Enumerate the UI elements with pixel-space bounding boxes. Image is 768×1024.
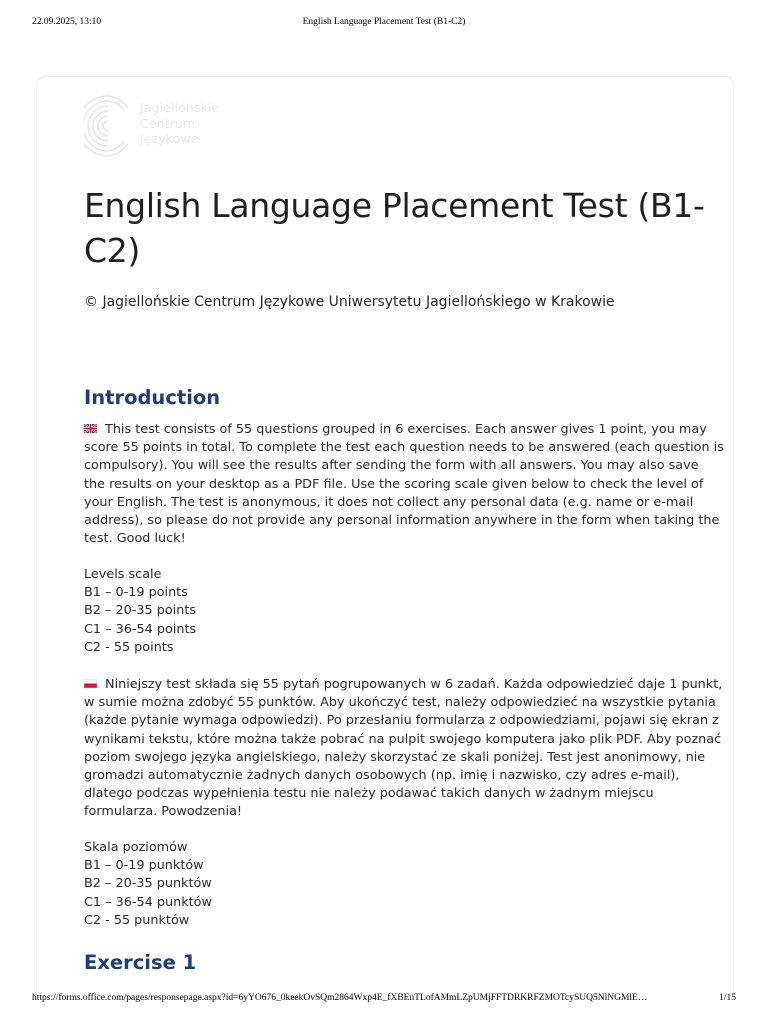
paragraph-line: score 55 points in total. To complete the test each question needs to be answered (each question is bbox=[84, 440, 724, 456]
scale-item: C1 – 36-54 points bbox=[84, 621, 197, 637]
paragraph-line: This test consists of 55 questions grouped in 6 exercises. Each answer gives 1 point, you may bbox=[84, 421, 724, 439]
paragraph-line: formularza. Powodzenia! bbox=[84, 804, 243, 820]
scale-item: C2 - 55 points bbox=[84, 639, 174, 655]
scale-item: B1 – 0-19 punktów bbox=[84, 858, 204, 874]
paragraph-line: address), so please do not provide any personal information anywhere in the form when taking the bbox=[84, 513, 720, 529]
polish-levels-scale bbox=[84, 839, 212, 930]
paragraph-line: poziom swojego języka angielskiego, należy skorzystać ze skali poniżej. Test jest anonimowy, nie bbox=[84, 749, 706, 765]
polish-paragraph bbox=[84, 676, 722, 822]
logo-line: Centrum bbox=[140, 115, 196, 131]
english-paragraph bbox=[84, 421, 724, 548]
paragraph-line: dlatego podczas wypełnienia testu nie należy podawać takich danych w żadnym miejscu bbox=[84, 786, 654, 802]
paragraph-line: test. Good luck! bbox=[84, 531, 186, 547]
print-page-number: 1/15 bbox=[719, 993, 736, 1003]
logo-line: Językowe bbox=[140, 131, 199, 146]
paragraph-line: (każde pytanie wymaga odpowiedzi). Po przesłaniu formularza z odpowiedziami, pojawi się ekran z bbox=[84, 713, 719, 729]
paragraph-line: wynikami tekstu, które można także pobrać na pulpit swojego komputera jako plik PDF. Aby poznać bbox=[84, 731, 722, 747]
print-header bbox=[32, 17, 736, 31]
scale-title: Levels scale bbox=[84, 567, 162, 582]
print-datetime: 22.09.2025, 13:10 bbox=[32, 17, 102, 27]
jcj-logo bbox=[84, 92, 244, 160]
introduction-heading: Introduction bbox=[84, 386, 221, 409]
paragraph-line: the results on your desktop as a PDF file. Use the scoring scale given below to check the level of bbox=[84, 476, 704, 492]
paragraph-line: your English. The test is anonymous, it does not collect any personal data (e.g. name or e-mail bbox=[84, 494, 694, 510]
scale-item: B2 – 20-35 punktów bbox=[84, 876, 212, 892]
scale-title: Skala poziomów bbox=[84, 840, 188, 855]
form-title-line: English Language Placement Test (B1- bbox=[84, 186, 705, 225]
paragraph-line: Niniejszy test składa się 55 pytań pogrupowanych w 6 zadań. Każda odpowiedzieć daje 1 punkt, bbox=[84, 676, 722, 694]
print-footer bbox=[32, 993, 736, 1007]
scale-item: C1 – 36-54 punktów bbox=[84, 894, 212, 910]
scale-item: B1 – 0-19 points bbox=[84, 585, 188, 601]
paragraph-line: compulsory). You will see the results after sending the form with all answers. You may also save bbox=[84, 458, 699, 474]
scale-item: B2 – 20-35 points bbox=[84, 603, 197, 619]
print-url: https://forms.office.com/pages/responsepage.aspx?id=6yYO676_0keekOvSQm2864Wxp4E_fXBEnTLofAMmLZpUMjFFTDRKRFZMOTcySUQ5NlNGMlE… bbox=[32, 993, 648, 1003]
jcj-logo-icon bbox=[84, 92, 132, 160]
poland-flag-icon bbox=[84, 679, 97, 688]
paragraph-line: w sumie można zdobyć 55 punktów. Aby ukończyć test, należy odpowiedzieć na wszystkie pytania bbox=[84, 695, 716, 711]
scale-item: C2 - 55 punktów bbox=[84, 912, 190, 928]
exercise-1-heading: Exercise 1 bbox=[84, 951, 197, 974]
form-title-line: C2) bbox=[84, 231, 141, 270]
print-document-title: English Language Placement Test (B1-C2) bbox=[302, 17, 466, 27]
paragraph-line: gromadzi automatycznie żadnych danych osobowych (np. imię i nazwisko, czy adres e-mail), bbox=[84, 768, 680, 784]
form-title bbox=[84, 183, 705, 273]
english-levels-scale bbox=[84, 566, 196, 657]
uk-flag-icon bbox=[84, 424, 97, 433]
copyright-notice: © Jagiellońskie Centrum Językowe Uniwersytetu Jagiellońskiego w Krakowie bbox=[84, 294, 615, 310]
logo-text bbox=[140, 100, 219, 147]
logo-line: Jagiellońskie bbox=[140, 100, 220, 115]
